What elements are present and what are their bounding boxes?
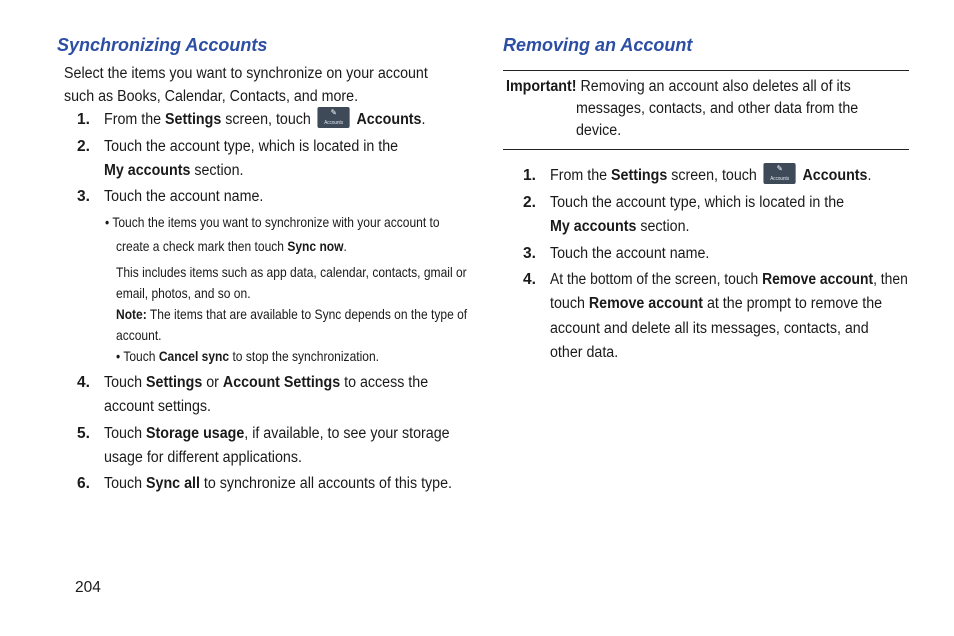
sync-now-label: Sync now (287, 238, 344, 254)
step-number: 6. (77, 475, 90, 492)
step-text-post: , if available, to see your storage (244, 425, 450, 442)
settings-label: Settings (165, 111, 222, 128)
section-heading-sync: Synchronizing Accounts (57, 35, 268, 55)
note-text: The items that are available to Sync depends on the type of (146, 306, 468, 322)
bullet-text-post: . (343, 238, 347, 254)
step-text-pre: touch (550, 295, 589, 312)
step-text-post: at the prompt to remove the (702, 295, 883, 312)
section-heading-remove: Removing an Account (503, 35, 693, 55)
step-text-pre: From the (550, 167, 612, 184)
step-text (550, 164, 871, 188)
note (116, 303, 467, 325)
step-number: 3. (523, 245, 536, 262)
info-paragraph: email, photos, and so on. (116, 285, 251, 301)
step-number: 3. (77, 188, 90, 205)
cancel-sync-label: Cancel sync (158, 348, 230, 364)
step-text (104, 371, 428, 395)
step-text-pre: Touch (104, 475, 147, 492)
accounts-icon (318, 107, 350, 128)
step-number: 4. (77, 374, 90, 391)
bullet-text: create a check mark then touch (116, 238, 288, 254)
intro-line-2: such as Books, Calendar, Contacts, and more. (64, 88, 359, 105)
accounts-label: Accounts (356, 111, 422, 128)
intro-line-1: Select the items you want to synchronize on your account (64, 65, 428, 82)
step-text: Touch the account name. (104, 188, 264, 205)
step-number: 1. (77, 111, 90, 128)
important-label: Important! (506, 78, 577, 95)
step-text-pre: From the (104, 111, 166, 128)
sync-all-label: Sync all (146, 475, 200, 492)
step-text-post: , then (873, 271, 908, 288)
step-text-post: to synchronize all accounts of this type. (199, 475, 452, 492)
step-text (104, 472, 452, 496)
step-number: 2. (523, 194, 536, 211)
step-text (550, 292, 882, 316)
step-text-post: to access the (340, 374, 429, 391)
step-text: account and delete all its messages, contacts, and (550, 320, 869, 337)
step-text: Touch the account type, which is located in the (104, 138, 399, 155)
step-text-mid: screen, touch (667, 167, 757, 184)
step-text (550, 268, 908, 292)
page-number: 204 (75, 579, 101, 596)
step-text-post: section. (190, 162, 244, 179)
step-number: 1. (523, 167, 536, 184)
accounts-icon (764, 163, 796, 184)
step-text (104, 108, 425, 132)
remove-account-label: Remove account (762, 271, 874, 288)
bullet-text-post: to stop the synchronization. (229, 348, 380, 364)
icon-label: Accounts (770, 176, 790, 183)
remove-account-label: Remove account (588, 295, 703, 312)
step-number: 5. (77, 425, 90, 442)
step-text: account settings. (104, 398, 212, 415)
step-text: other data. (550, 344, 619, 361)
step-text-post: . (421, 111, 426, 128)
important-note-cont: device. (576, 122, 622, 139)
step-text-pre: Touch (104, 374, 147, 391)
bullet-item-cont (116, 235, 347, 257)
storage-usage-label: Storage usage (146, 425, 245, 442)
bullet-item: • Touch the items you want to synchronize with your account to (105, 214, 440, 230)
settings-label: Settings (146, 374, 203, 391)
important-note-cont: messages, contacts, and other data from the (576, 100, 859, 117)
my-accounts-label: My accounts (104, 162, 191, 179)
divider-bottom (503, 149, 909, 150)
step-text: usage for different applications. (104, 449, 302, 466)
note-cont: account. (116, 327, 162, 343)
step-text: Touch the account name. (550, 245, 710, 262)
step-text (550, 215, 689, 239)
step-text-post: . (867, 167, 872, 184)
icon-label: Accounts (324, 120, 344, 127)
info-paragraph: This includes items such as app data, calendar, contacts, gmail or (116, 264, 467, 280)
bullet-text: • Touch (116, 348, 159, 364)
settings-label: Settings (611, 167, 668, 184)
account-settings-label: Account Settings (222, 374, 341, 391)
important-text: Removing an account also deletes all of its (576, 78, 851, 95)
wrench-icon: ✎ (330, 108, 337, 118)
bullet-item (116, 345, 379, 367)
step-text-pre: At the bottom of the screen, touch (550, 271, 763, 288)
step-text-mid: or (202, 374, 223, 391)
step-text (104, 422, 450, 446)
wrench-icon: ✎ (776, 164, 783, 174)
step-text (104, 159, 243, 183)
important-note (506, 75, 851, 99)
step-number: 4. (523, 271, 536, 288)
step-text-mid: screen, touch (221, 111, 311, 128)
accounts-label: Accounts (802, 167, 868, 184)
step-text-pre: Touch (104, 425, 147, 442)
step-text-post: section. (636, 218, 690, 235)
note-label: Note: (116, 306, 147, 322)
step-text: Touch the account type, which is located in the (550, 194, 845, 211)
divider-top (503, 70, 909, 71)
step-number: 2. (77, 138, 90, 155)
my-accounts-label: My accounts (550, 218, 637, 235)
